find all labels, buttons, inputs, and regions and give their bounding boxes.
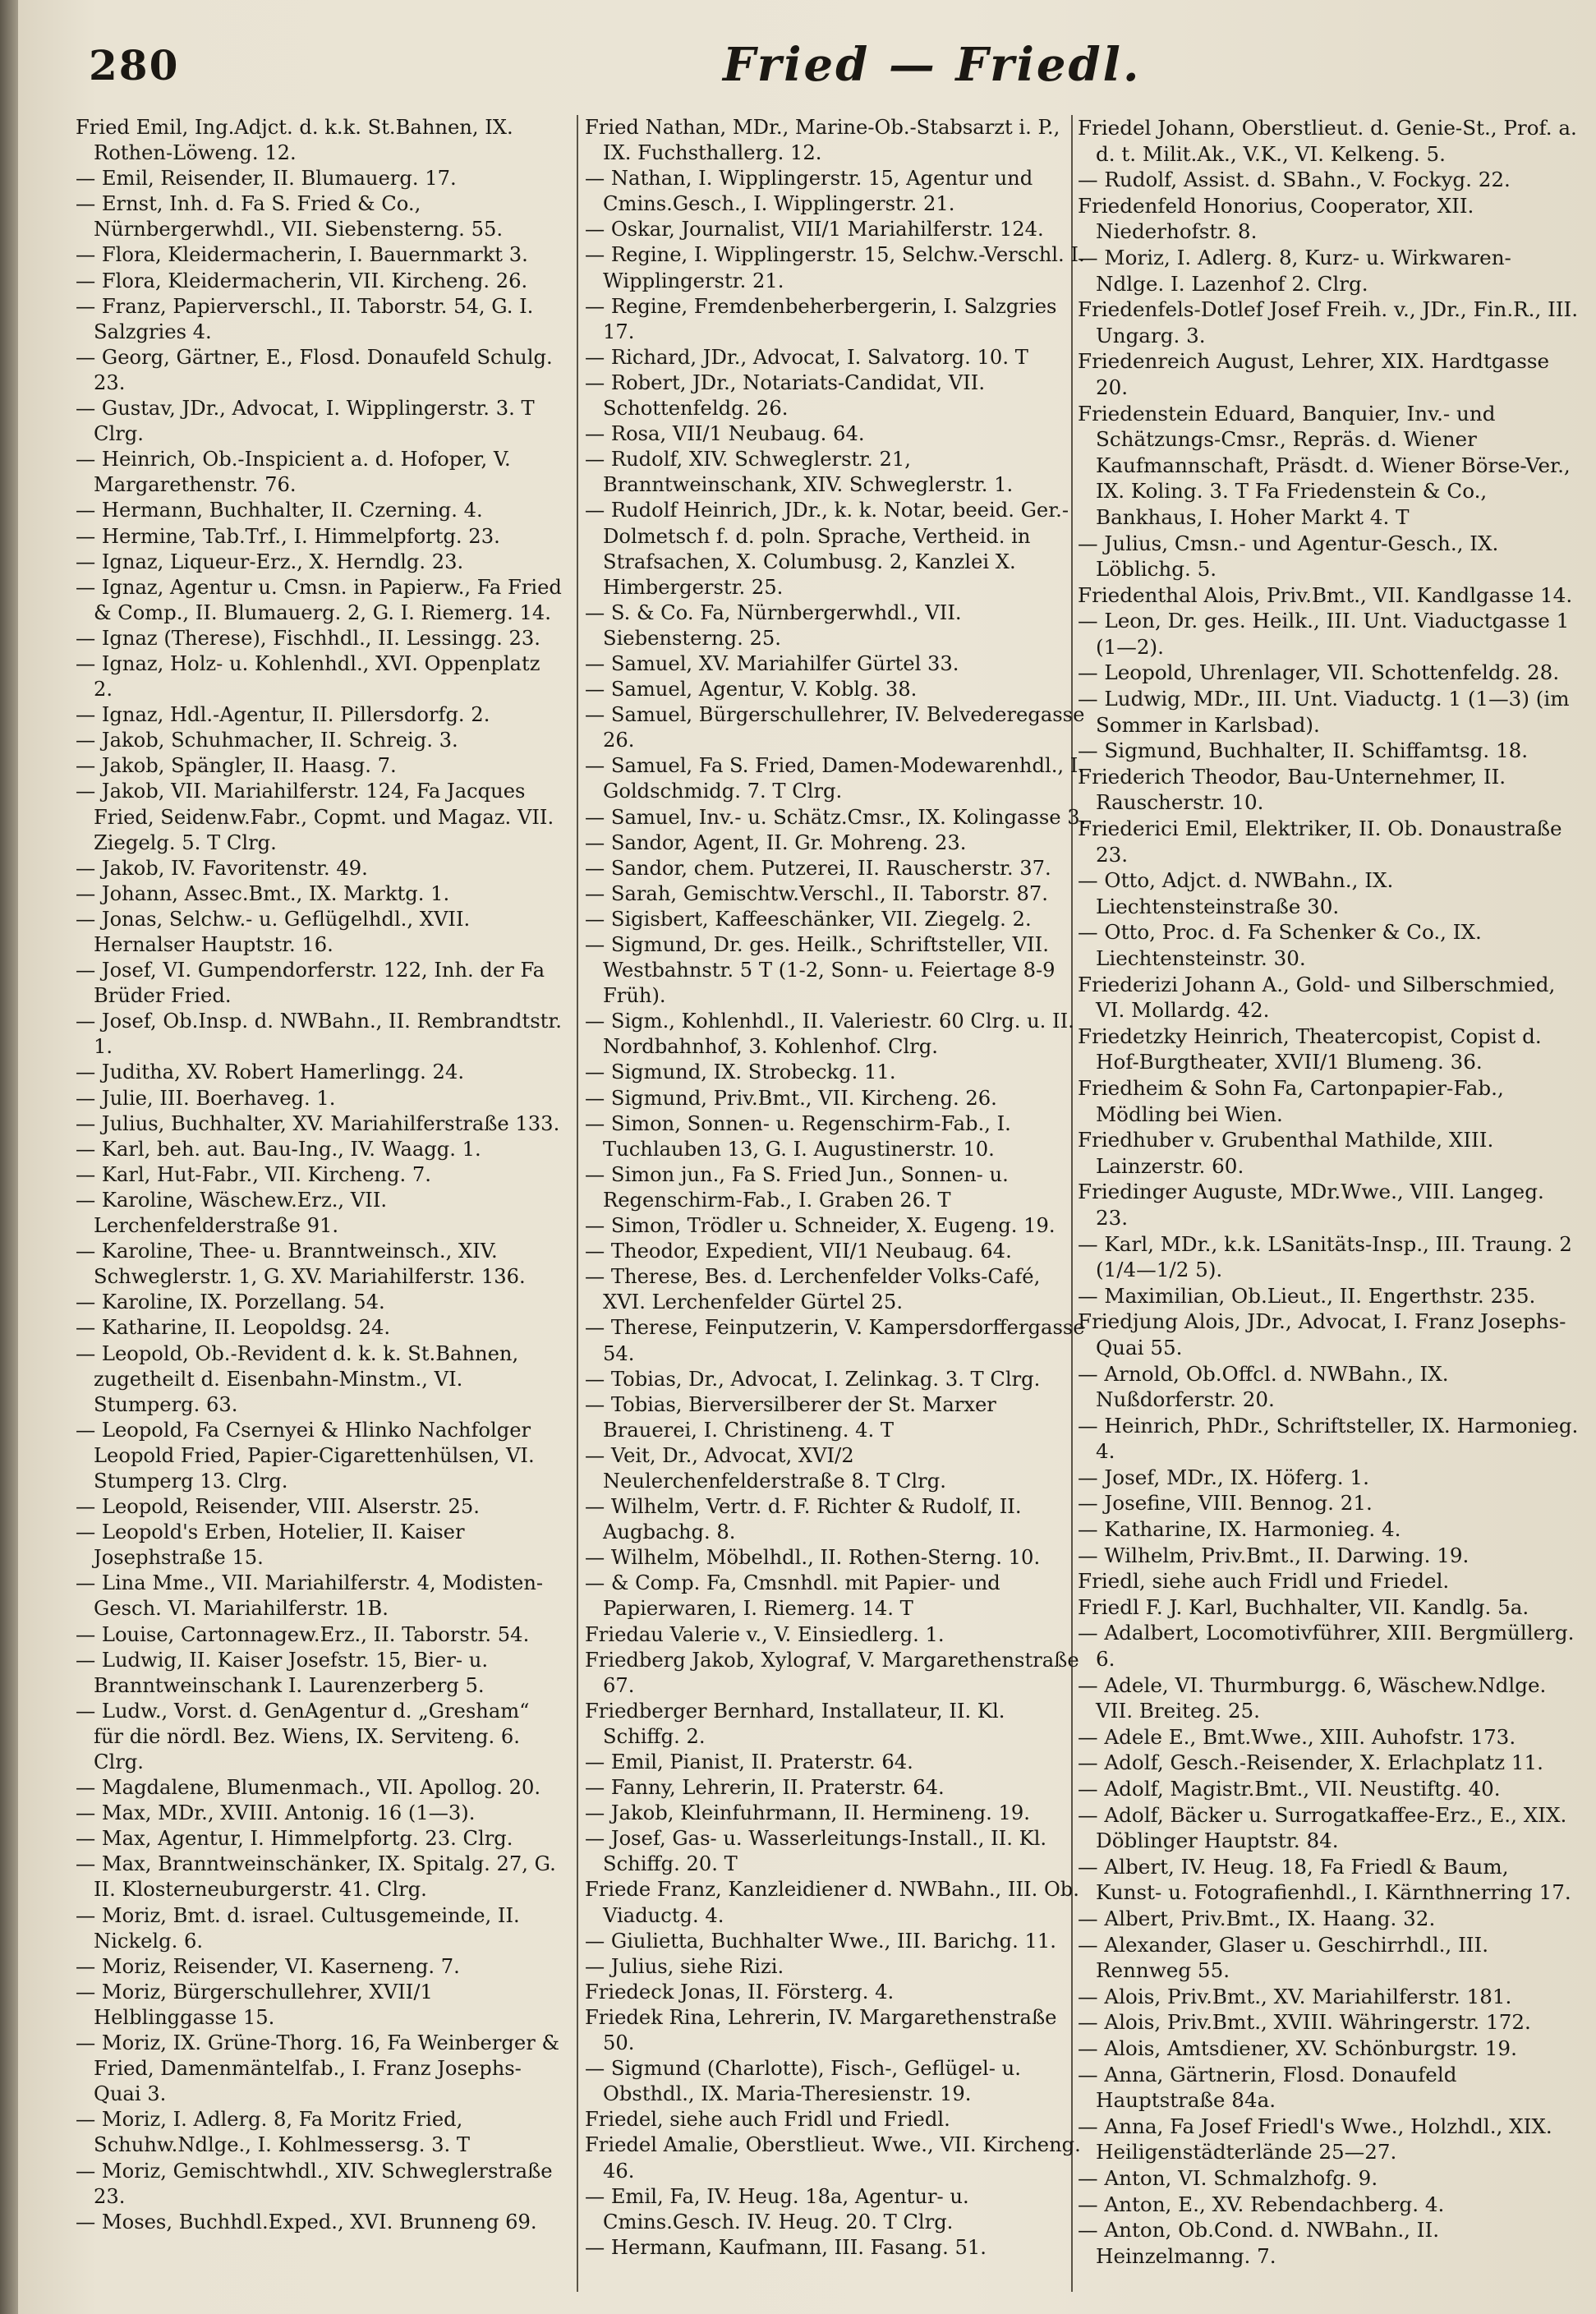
directory-entry: Friedel Amalie, Oberstlieut. Wwe., VII. Kircheng. 46. [585,2133,1081,2183]
column-divider-1 [577,115,578,2292]
directory-entry: Friedhuber v. Grubenthal Mathilde, XIII. Lainzerstr. 60. [1078,1128,1494,1178]
directory-entry: Friedenstein Eduard, Banquier, Inv.- und Schätzungs-Cmsr., Repräs. d. Wiener Kaufmannschaft, Präsdt. d. Wiener Börse-Ver., IX. Koling. 3. T Fa Friedenstein & Co., Bankhaus, I. Hoher Markt 4. T [1078,401,1571,529]
directory-entry: — Leopold, Reisender, VIII. Alserstr. 25. [76,1495,480,1519]
directory-entry: Friedenfeld Honorius, Cooperator, XII. Niederhofstr. 8. [1078,193,1474,244]
directory-entry: — Sigmund, Priv.Bmt., VII. Kircheng. 26. [585,1086,997,1110]
directory-entry: — Tobias, Dr., Advocat, I. Zelinkag. 3. T Clrg. [585,1367,1041,1391]
directory-entry: — Alexander, Glaser u. Geschirrhdl., III. Rennweg 55. [1078,1932,1489,1983]
directory-column-2 [585,115,1088,2300]
directory-entry: — Samuel, Agentur, V. Koblg. 38. [585,678,918,702]
directory-entry: — Otto, Adjct. d. NWBahn., IX. Liechtensteinstraße 30. [1078,868,1394,918]
directory-entry: — Sigisbert, Kaffeeschänker, VII. Ziegelg. 2. [585,907,1032,931]
directory-entry: — Anna, Gärtnerin, Flosd. Donaufeld Hauptstraße 84a. [1078,2062,1457,2113]
directory-entry: — Katharine, IX. Harmonieg. 4. [1078,1517,1401,1542]
directory-entry: — Jonas, Selchw.- u. Geflügelhdl., XVII. Hernalser Hauptstr. 16. [76,907,471,956]
directory-entry: — Wilhelm, Priv.Bmt., II. Darwing. 19. [1078,1543,1470,1567]
directory-entry: — Arnold, Ob.Offcl. d. NWBahn., IX. Nußdorferstr. 20. [1078,1361,1449,1412]
directory-entry: — Rudolf, Assist. d. SBahn., V. Fockyg. 22. [1078,168,1511,192]
directory-column-3 [1078,115,1579,2300]
directory-entry: Friedberg Jakob, Xylograf, V. Margarethenstraße 67. [585,1648,1079,1697]
directory-entry: Friedinger Auguste, MDr.Wwe., VIII. Langeg. 23. [1078,1180,1544,1230]
directory-entry: — Alois, Priv.Bmt., XVIII. Währingerstr. 172. [1078,2010,1531,2035]
directory-entry: — Juditha, XV. Robert Hamerlingg. 24. [76,1060,465,1084]
directory-entry: — Regine, Fremdenbeherbergerin, I. Salzgries 17. [585,294,1057,343]
directory-entry: Friedek Rina, Lehrerin, IV. Margarethenstraße 50. [585,2005,1057,2055]
directory-entry: — Alois, Priv.Bmt., XV. Mariahilferstr. 181. [1078,1984,1512,2008]
directory-entry: — Flora, Kleidermacherin, I. Bauernmarkt 3. [76,243,528,267]
directory-entry: — Julius, siehe Rizi. [585,1954,784,1978]
directory-entry: — Therese, Bes. d. Lerchenfelder Volks-Café, XVI. Lerchenfelder Gürtel 25. [585,1265,1041,1314]
directory-entry: — Rosa, VII/1 Neubaug. 64. [585,422,865,446]
directory-entry: — Flora, Kleidermacherin, VII. Kircheng. 26. [76,269,528,292]
directory-entry: — Hermann, Buchhalter, II. Czerning. 4. [76,499,483,522]
directory-entry: — Jakob, IV. Favoritenstr. 49. [76,856,368,880]
directory-entry: — Jakob, VII. Mariahilferstr. 124, Fa Jacques Fried, Seidenw.Fabr., Copmt. und Magaz. VII. Ziegelg. 5. T Clrg. [76,780,554,854]
directory-entry: — Josef, MDr., IX. Höferg. 1. [1078,1465,1369,1489]
directory-entry: — Samuel, Fa S. Fried, Damen-Modewarenhdl., I. Goldschmidg. 7. T Clrg. [585,754,1085,803]
directory-entry: — Sarah, Gemischtw.Verschl., II. Taborstr. 87. [585,881,1048,905]
directory-entry: Friedheim & Sohn Fa, Cartonpapier-Fab., Mödling bei Wien. [1078,1075,1504,1126]
directory-entry: — Simon jun., Fa S. Fried Jun., Sonnen- u. Regenschirm-Fab., I. Graben 26. T [585,1162,1009,1212]
directory-entry: Friedl F. J. Karl, Buchhalter, VII. Kandlg. 5a. [1078,1594,1529,1619]
directory-entry: — Ludwig, MDr., III. Unt. Viaductg. 1 (1—3) (im Sommer in Karlsbad). [1078,687,1570,737]
directory-entry: Friedetzky Heinrich, Theatercopist, Copist d. Hof-Burgtheater, XVII/1 Blumeng. 36. [1078,1024,1542,1074]
directory-entry: — Ignaz, Hdl.-Agentur, II. Pillersdorfg. 2. [76,703,490,727]
directory-entry: Friedjung Alois, JDr., Advocat, I. Franz Josephs-Quai 55. [1078,1309,1566,1359]
directory-entry: — Jakob, Kleinfuhrmann, II. Hermineng. 19. [585,1801,1030,1825]
directory-entry: — Moriz, Bmt. d. israel. Cultusgemeinde, II. Nickelg. 6. [76,1903,520,1953]
directory-entry: — Max, Agentur, I. Himmelpfortg. 23. Clrg. [76,1827,513,1851]
directory-entry: — Franz, Papierverschl., II. Taborstr. 54, G. I. Salzgries 4. [76,294,534,343]
directory-entry: — Anton, Ob.Cond. d. NWBahn., II. Heinzelmanng. 7. [1078,2218,1440,2268]
directory-entry: — Leopold, Fa Csernyei & Hlinko Nachfolger Leopold Fried, Papier-Cigarettenhülsen, VI. Stumperg 13. Clrg. [76,1418,535,1493]
directory-entry: — Sigmund, IX. Strobeckg. 11. [585,1060,896,1084]
page-header [66,33,1569,107]
directory-entry: — Theodor, Expedient, VII/1 Neubaug. 64. [585,1240,1012,1263]
directory-column-1 [76,115,565,2300]
directory-entry: — Ludw., Vorst. d. GenAgentur d. „Gresham“ für die nördl. Bez. Wiens, IX. Serviteng. 6. Clrg. [76,1699,530,1773]
directory-entry: — Moses, Buchhdl.Exped., XVI. Brunneng 69. [76,2210,537,2233]
directory-entry: — Moriz, I. Adlerg. 8, Fa Moritz Fried, Schuhw.Ndlge., I. Kohlmessersg. 3. T [76,2108,470,2157]
directory-entry: Friederich Theodor, Bau-Unternehmer, II. Rauscherstr. 10. [1078,764,1506,815]
directory-entry: — Johann, Assec.Bmt., IX. Marktg. 1. [76,881,450,905]
directory-entry: Friede Franz, Kanzleidiener d. NWBahn., III. Ob. Viaductg. 4. [585,1878,1079,1927]
directory-entry: — S. & Co. Fa, Nürnbergerwhdl., VII. Siebensterng. 25. [585,600,962,650]
directory-entry: — Albert, IV. Heug. 18, Fa Friedl & Baum, Kunst- u. Fotografienhdl., I. Kärnthnerring 17. [1078,1854,1571,1905]
directory-entry: — Adolf, Bäcker u. Surrogatkaffee-Erz., E., XIX. Döblinger Hauptstr. 84. [1078,1802,1567,1853]
directory-entry: — Leopold, Ob.-Revident d. k. k. St.Bahnen, zugetheilt d. Eisenbahn-Minstm., VI. Stumperg. 63. [76,1341,519,1416]
directory-entry: — Max, MDr., XVIII. Antonig. 16 (1—3). [76,1801,476,1825]
directory-entry: — Karl, beh. aut. Bau-Ing., IV. Waagg. 1. [76,1137,481,1161]
directory-entry: — Sandor, Agent, II. Gr. Mohreng. 23. [585,830,967,854]
directory-entry: — Ignaz, Liqueur-Erz., X. Herndlg. 23. [76,550,464,573]
directory-entry: — Samuel, XV. Mariahilfer Gürtel 33. [585,651,959,675]
directory-entry: — Albert, Priv.Bmt., IX. Haang. 32. [1078,1906,1436,1930]
directory-entry: — Wilhelm, Möbelhdl., II. Rothen-Sterng. 10. [585,1546,1041,1570]
directory-entry: — Alois, Amtsdiener, XV. Schönburgstr. 19. [1078,2036,1517,2060]
directory-entry: Friederizi Johann A., Gold- und Silberschmied, VI. Mollardg. 42. [1078,972,1556,1023]
directory-entry: — Jakob, Spängler, II. Haasg. 7. [76,754,397,778]
directory-entry: Friedl, siehe auch Fridl und Friedel. [1078,1569,1450,1594]
directory-entry: Friedeck Jonas, II. Försterg. 4. [585,1980,895,2003]
directory-entry: — Josef, Ob.Insp. d. NWBahn., II. Rembrandtstr. 1. [76,1010,562,1059]
directory-entry: Friedel, siehe auch Fridl und Friedl. [585,2108,950,2132]
directory-entry: — Karoline, Thee- u. Branntweinsch., XIV. Schweglerstr. 1, G. XV. Mariahilferstr. 136. [76,1240,526,1289]
directory-entry: Friedel Johann, Oberstlieut. d. Genie-St., Prof. a. d. t. Milit.Ak., V.K., VI. Kelkeng. 5. [1078,116,1577,166]
directory-entry: — Magdalene, Blumenmach., VII. Apollog. 20. [76,1776,541,1800]
directory-entry: — Heinrich, Ob.-Inspicient a. d. Hofoper, V. Margarethenstr. 76. [76,448,511,497]
directory-entry: Fried Emil, Ing.Adjct. d. k.k. St.Bahnen, IX. Rothen-Löweng. 12. [76,116,513,165]
directory-entry: — Fanny, Lehrerin, II. Praterstr. 64. [585,1776,945,1800]
directory-entry: — Giulietta, Buchhalter Wwe., III. Barichg. 11. [585,1929,1056,1953]
directory-entry: — Ignaz, Agentur u. Cmsn. in Papierw., Fa Fried & Comp., II. Blumauerg. 2, G. I. Riemerg. 14. [76,575,562,624]
directory-entry: — Max, Branntweinschänker, IX. Spitalg. 27, G. II. Klosterneuburgerstr. 41. Clrg. [76,1852,556,1902]
directory-entry: — Leon, Dr. ges. Heilk., III. Unt. Viaductgasse 1 (1—2). [1078,609,1570,659]
directory-entry: — Emil, Fa, IV. Heug. 18a, Agentur- u. Cmins.Gesch. IV. Heug. 20. T Clrg. [585,2184,969,2233]
directory-entry: — Anna, Fa Josef Friedl's Wwe., Holzhdl., XIX. Heiligenstädterlände 25—27. [1078,2114,1552,2164]
directory-entry: — Sandor, chem. Putzerei, II. Rauscherstr. 37. [585,856,1051,880]
directory-entry: — Adalbert, Locomotivführer, XIII. Bergmüllerg. 6. [1078,1621,1575,1672]
directory-entry: — Robert, JDr., Notariats-Candidat, VII. Schottenfeldg. 26. [585,370,986,421]
directory-entry: — Adele E., Bmt.Wwe., XIII. Auhofstr. 173. [1078,1724,1516,1749]
directory-entry: — Moriz, I. Adlerg. 8, Kurz- u. Wirkwaren-Ndlge. I. Lazenhof 2. Clrg. [1078,245,1511,296]
directory-entry: — Oskar, Journalist, VII/1 Mariahilferstr. 124. [585,218,1044,242]
directory-entry: — Karl, Hut-Fabr., VII. Kircheng. 7. [76,1162,431,1186]
directory-entry: — Wilhelm, Vertr. d. F. Richter & Rudolf, II. Augbachg. 8. [585,1495,1022,1544]
directory-entry: — Ernst, Inh. d. Fa S. Fried & Co., Nürnbergerwhdl., VII. Siebensterng. 55. [76,192,504,242]
directory-entry: — Samuel, Bürgerschullehrer, IV. Belvederegasse 26. [585,703,1085,752]
directory-entry: — Simon, Trödler u. Schneider, X. Eugeng. 19. [585,1214,1056,1238]
directory-entry: — Tobias, Bierversilberer der St. Marxer Brauerei, I. Christineng. 4. T [585,1392,996,1442]
directory-entry: — Sigmund, Buchhalter, II. Schiffamtsg. 18. [1078,738,1529,763]
directory-entry: — Josef, Gas- u. Wasserleitungs-Install., II. Kl. Schiffg. 20. T [585,1827,1047,1876]
directory-entry: Friedberger Bernhard, Installateur, II. Kl. Schiffg. 2. [585,1699,1005,1748]
running-title: Fried — Friedl. [723,38,1142,92]
directory-entry: — Sigmund, Dr. ges. Heilk., Schriftsteller, VII. Westbahnstr. 5 T (1-2, Sonn- u. Feiertage 8-9 Früh). [585,933,1056,1008]
directory-entry: — Adolf, Gesch.-Reisender, X. Erlachplatz 11. [1078,1750,1543,1775]
directory-entry: — Sigm., Kohlenhdl., II. Valeriestr. 60 Clrg. u. II. Nordbahnhof, 3. Kohlenhof. Clrg. [585,1010,1074,1059]
directory-entry: — Louise, Cartonnagew.Erz., II. Taborstr. 54. [76,1622,530,1646]
directory-entry: — Katharine, II. Leopoldsg. 24. [76,1316,391,1340]
book-spine-shadow [0,0,18,2314]
directory-entry: — Anton, E., XV. Rebendachberg. 4. [1078,2192,1445,2216]
directory-entry: — Hermine, Tab.Trf., I. Himmelpfortg. 23. [76,524,500,548]
directory-entry: — Karl, MDr., k.k. LSanitäts-Insp., III. Traung. 2 (1/4—1/2 5). [1078,1231,1572,1282]
directory-entry: — Samuel, Inv.- u. Schätz.Cmsr., IX. Kolingasse 3. [585,805,1087,829]
directory-entry: — Karoline, IX. Porzellang. 54. [76,1290,385,1314]
directory-entry: Friederici Emil, Elektriker, II. Ob. Donaustraße 23. [1078,817,1562,867]
directory-entry: — Moriz, Reisender, VI. Kaserneng. 7. [76,1954,460,1978]
directory-entry: — Adolf, Magistr.Bmt., VII. Neustiftg. 40. [1078,1777,1501,1801]
directory-entry: — Gustav, JDr., Advocat, I. Wipplingerstr. 3. T Clrg. [76,397,535,446]
directory-entry: — Regine, I. Wipplingerstr. 15, Selchw.-Verschl. I. Wipplingerstr. 21. [585,243,1085,292]
directory-entry: — Maximilian, Ob.Lieut., II. Engerthstr. 235. [1078,1283,1536,1308]
directory-entry: — Lina Mme., VII. Mariahilferstr. 4, Modisten-Gesch. VI. Mariahilferstr. 1B. [76,1571,544,1621]
directory-entry: — Moriz, Gemischtwhdl., XIV. Schweglerstraße 23. [76,2159,553,2208]
directory-entry: — Julius, Buchhalter, XV. Mariahilferstraße 133. [76,1111,560,1135]
directory-entry: — Otto, Proc. d. Fa Schenker & Co., IX. Liechtensteinstr. 30. [1078,920,1482,970]
directory-entry: Friedenfels-Dotlef Josef Freih. v., JDr., Fin.R., III. Ungarg. 3. [1078,297,1579,347]
directory-entry: — Heinrich, PhDr., Schriftsteller, IX. Harmonieg. 4. [1078,1413,1579,1464]
directory-entry: — Simon, Sonnen- u. Regenschirm-Fab., I. Tuchlauben 13, G. I. Augustinerstr. 10. [585,1111,1011,1161]
directory-entry: — Richard, JDr., Advocat, I. Salvatorg. 10. T [585,345,1028,369]
directory-entry: Friedau Valerie v., V. Einsiedlerg. 1. [585,1622,945,1646]
page-number: 280 [89,41,180,90]
directory-entry: — Adele, VI. Thurmburgg. 6, Wäschew.Ndlge. VII. Breiteg. 25. [1078,1672,1547,1723]
directory-entry: — Therese, Feinputzerin, V. Kampersdorffergasse 54. [585,1316,1085,1365]
directory-entry: — & Comp. Fa, Cmsnhdl. mit Papier- und Papierwaren, I. Riemerg. 14. T [585,1571,1000,1621]
directory-entry: — Moriz, IX. Grüne-Thorg. 16, Fa Weinberger & Fried, Damenmäntelfab., I. Franz Josephs-Quai 3. [76,2031,559,2106]
directory-entry: — Veit, Dr., Advocat, XVI/2 Neulerchenfelderstraße 8. T Clrg. [585,1443,946,1493]
directory-entry: — Ignaz (Therese), Fischhdl., II. Lessingg. 23. [76,626,540,650]
directory-entry: — Moriz, Bürgerschullehrer, XVII/1 Helblinggasse 15. [76,1980,433,2029]
directory-entry: — Emil, Reisender, II. Blumauerg. 17. [76,167,457,191]
directory-entry: — Josef, VI. Gumpendorferstr. 122, Inh. der Fa Brüder Fried. [76,959,545,1008]
directory-entry: Friedenreich August, Lehrer, XIX. Hardtgasse 20. [1078,349,1550,399]
directory-entry: — Rudolf, XIV. Schweglerstr. 21, Branntweinschank, XIV. Schweglerstr. 1. [585,448,1014,497]
directory-entry: — Rudolf Heinrich, JDr., k. k. Notar, beeid. Ger.-Dolmetsch f. d. poln. Sprache, Vertheid. in Strafsachen, X. Columbusg. 2, Kanzlei X. Himbergerstr. 25. [585,499,1069,599]
directory-entry: — Ignaz, Holz- u. Kohlenhdl., XVI. Oppenplatz 2. [76,651,540,702]
directory-entry: — Jakob, Schuhmacher, II. Schreig. 3. [76,729,458,752]
directory-entry: — Georg, Gärtner, E., Flosd. Donaufeld Schulg. 23. [76,345,553,394]
directory-entry: — Hermann, Kaufmann, III. Fasang. 51. [585,2235,987,2259]
directory-entry: — Nathan, I. Wipplingerstr. 15, Agentur und Cmins.Gesch., I. Wipplingerstr. 21. [585,167,1033,216]
directory-entry: — Josefine, VIII. Bennog. 21. [1078,1491,1373,1516]
directory-entry: Fried Nathan, MDr., Marine-Ob.-Stabsarzt i. P., IX. Fuchsthallerg. 12. [585,116,1060,165]
directory-entry: — Leopold, Uhrenlager, VII. Schottenfeldg. 28. [1078,660,1560,685]
directory-entry: — Julie, III. Boerhaveg. 1. [76,1086,336,1110]
directory-entry: — Anton, VI. Schmalzhofg. 9. [1078,2165,1378,2190]
directory-entry: — Emil, Pianist, II. Praterstr. 64. [585,1750,913,1773]
directory-entry: — Julius, Cmsn.- und Agentur-Gesch., IX. Löblichg. 5. [1078,531,1499,582]
directory-entry: — Karoline, Wäschew.Erz., VII. Lerchenfelderstraße 91. [76,1188,388,1238]
directory-entry: — Leopold's Erben, Hotelier, II. Kaiser Josephstraße 15. [76,1520,465,1570]
directory-entry: — Ludwig, II. Kaiser Josefstr. 15, Bier- u. Branntweinschank I. Laurenzerberg 5. [76,1648,489,1697]
directory-entry: Friedenthal Alois, Priv.Bmt., VII. Kandlgasse 14. [1078,582,1573,607]
directory-entry: — Sigmund (Charlotte), Fisch-, Geflügel- u. Obsthdl., IX. Maria-Theresienstr. 19. [585,2057,1021,2106]
